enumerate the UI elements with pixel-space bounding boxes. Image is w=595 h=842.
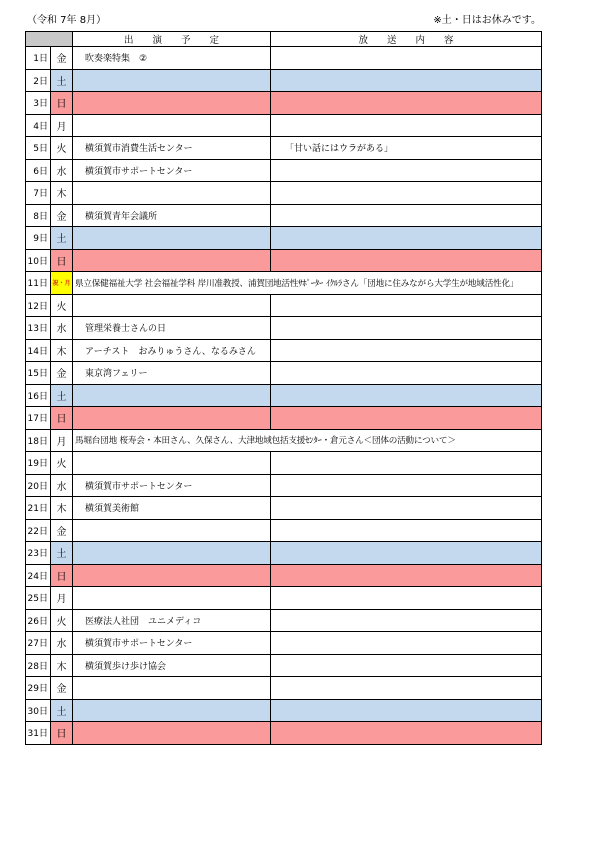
content-cell <box>271 564 542 587</box>
schedule-row <box>26 159 542 182</box>
day-cell: 25日 <box>26 587 51 610</box>
day-cell: 29日 <box>26 677 51 700</box>
day-cell: 10日 <box>26 249 51 272</box>
performer-cell: 管理栄養士さんの日 <box>73 317 271 340</box>
weekday-cell: 火 <box>51 137 73 160</box>
content-cell <box>271 69 542 92</box>
weekday-cell: 金 <box>51 204 73 227</box>
weekday-cell: 土 <box>51 384 73 407</box>
content-cell <box>271 339 542 362</box>
schedule-row <box>26 182 542 205</box>
weekday-cell: 日 <box>51 407 73 430</box>
content-cell <box>271 159 542 182</box>
day-cell: 23日 <box>26 542 51 565</box>
schedule-row <box>26 339 542 362</box>
day-cell: 12日 <box>26 294 51 317</box>
schedule-row <box>26 272 542 295</box>
performer-cell: 横須賀市サポートセンター <box>73 632 271 655</box>
content-cell <box>271 227 542 250</box>
weekday-cell: 土 <box>51 227 73 250</box>
day-cell: 2日 <box>26 69 51 92</box>
weekday-cell: 木 <box>51 654 73 677</box>
schedule-row <box>26 519 542 542</box>
schedule-row <box>26 699 542 722</box>
performer-cell <box>73 249 271 272</box>
weekday-cell: 木 <box>51 339 73 362</box>
content-cell <box>271 699 542 722</box>
performer-cell: 横須賀市サポートセンター <box>73 474 271 497</box>
content-cell <box>271 474 542 497</box>
day-cell: 26日 <box>26 609 51 632</box>
performer-cell <box>73 542 271 565</box>
day-cell: 20日 <box>26 474 51 497</box>
performer-cell <box>73 699 271 722</box>
performer-cell: 横須賀美術館 <box>73 497 271 520</box>
performer-cell <box>73 227 271 250</box>
schedule-row <box>26 204 542 227</box>
day-cell: 14日 <box>26 339 51 362</box>
weekday-cell: 水 <box>51 474 73 497</box>
content-cell <box>271 609 542 632</box>
content-cell <box>271 677 542 700</box>
weekday-cell: 土 <box>51 542 73 565</box>
schedule-row <box>26 407 542 430</box>
performer-cell: 県立保健福祉大学 社会福祉学科 岸川准教授、浦賀団地活性ｻﾎﾟｰﾀｰ ｲｸﾙﾗさん「団地に住みながら大学生が地域活性化」 <box>73 272 542 295</box>
weekday-cell: 水 <box>51 159 73 182</box>
content-cell: 「甘い話にはウラがある」 <box>271 137 542 160</box>
performance-column-header: 出 演 予 定 <box>73 32 271 47</box>
broadcast-schedule-table <box>25 31 542 745</box>
weekday-cell: 水 <box>51 632 73 655</box>
content-cell <box>271 362 542 385</box>
schedule-row <box>26 497 542 520</box>
weekday-cell: 日 <box>51 564 73 587</box>
schedule-row <box>26 632 542 655</box>
weekday-cell: 金 <box>51 677 73 700</box>
performer-cell: 横須賀青年会議所 <box>73 204 271 227</box>
schedule-row <box>26 654 542 677</box>
weekday-cell: 月 <box>51 587 73 610</box>
content-cell <box>271 542 542 565</box>
day-cell: 28日 <box>26 654 51 677</box>
day-cell: 7日 <box>26 182 51 205</box>
day-cell: 27日 <box>26 632 51 655</box>
content-cell <box>271 47 542 70</box>
performer-cell <box>73 384 271 407</box>
schedule-row <box>26 542 542 565</box>
weekday-cell: 火 <box>51 294 73 317</box>
day-cell: 9日 <box>26 227 51 250</box>
weekday-cell: 月 <box>51 429 73 452</box>
schedule-row <box>26 609 542 632</box>
content-cell <box>271 92 542 115</box>
weekday-cell: 月 <box>51 114 73 137</box>
weekday-cell: 金 <box>51 519 73 542</box>
day-cell: 1日 <box>26 47 51 70</box>
content-cell <box>271 182 542 205</box>
day-cell: 30日 <box>26 699 51 722</box>
weekday-cell: 日 <box>51 249 73 272</box>
performer-cell <box>73 722 271 745</box>
column-header-row <box>26 32 542 47</box>
performer-cell <box>73 519 271 542</box>
performer-cell: 吹奏楽特集 ② <box>73 47 271 70</box>
content-cell <box>271 407 542 430</box>
day-cell: 11日 <box>26 272 51 295</box>
performer-cell <box>73 677 271 700</box>
schedule-row <box>26 587 542 610</box>
content-cell <box>271 249 542 272</box>
schedule-row <box>26 69 542 92</box>
schedule-row <box>26 47 542 70</box>
holiday-notice: ※土・日はお休みです。 <box>433 15 541 26</box>
content-cell <box>271 317 542 340</box>
day-cell: 24日 <box>26 564 51 587</box>
weekday-cell: 木 <box>51 182 73 205</box>
content-cell <box>271 587 542 610</box>
schedule-row <box>26 114 542 137</box>
content-cell <box>271 632 542 655</box>
weekday-cell: 日 <box>51 92 73 115</box>
weekday-cell: 火 <box>51 452 73 475</box>
schedule-row <box>26 474 542 497</box>
content-cell <box>271 204 542 227</box>
day-cell: 4日 <box>26 114 51 137</box>
performer-cell: 東京湾フェリー <box>73 362 271 385</box>
day-cell: 13日 <box>26 317 51 340</box>
performer-cell: 横須賀歩け歩け協会 <box>73 654 271 677</box>
day-cell: 19日 <box>26 452 51 475</box>
weekday-cell: 祝・月 <box>51 272 73 295</box>
content-cell <box>271 114 542 137</box>
performer-cell <box>73 69 271 92</box>
day-cell: 15日 <box>26 362 51 385</box>
performer-cell: 馬堀台団地 桜寿会・本田さん、久保さん、大津地域包括支援ｾﾝﾀｰ・倉元さん＜団体の活動について＞ <box>73 429 542 452</box>
content-cell <box>271 654 542 677</box>
day-cell: 18日 <box>26 429 51 452</box>
content-column-header: 放 送 内 容 <box>271 32 542 47</box>
schedule-row <box>26 137 542 160</box>
schedule-row <box>26 429 542 452</box>
content-cell <box>271 519 542 542</box>
content-cell <box>271 452 542 475</box>
schedule-row <box>26 677 542 700</box>
day-cell: 22日 <box>26 519 51 542</box>
performer-cell: 横須賀市サポートセンター <box>73 159 271 182</box>
weekday-cell: 土 <box>51 699 73 722</box>
schedule-row <box>26 92 542 115</box>
performer-cell <box>73 587 271 610</box>
performer-cell <box>73 92 271 115</box>
header-corner-cell <box>26 32 73 47</box>
weekday-cell: 金 <box>51 47 73 70</box>
content-cell <box>271 722 542 745</box>
schedule-row <box>26 227 542 250</box>
performer-cell: 医療法人社団 ユニメディコ <box>73 609 271 632</box>
day-cell: 31日 <box>26 722 51 745</box>
weekday-cell: 日 <box>51 722 73 745</box>
weekday-cell: 水 <box>51 317 73 340</box>
performer-cell: アーチスト おみりゅうさん、なるみさん <box>73 339 271 362</box>
performer-cell <box>73 564 271 587</box>
content-cell <box>271 384 542 407</box>
schedule-body <box>26 32 542 745</box>
weekday-cell: 金 <box>51 362 73 385</box>
day-cell: 21日 <box>26 497 51 520</box>
day-cell: 17日 <box>26 407 51 430</box>
day-cell: 8日 <box>26 204 51 227</box>
weekday-cell: 木 <box>51 497 73 520</box>
content-cell <box>271 294 542 317</box>
performer-cell <box>73 294 271 317</box>
schedule-row <box>26 452 542 475</box>
content-cell <box>271 497 542 520</box>
performer-cell <box>73 114 271 137</box>
performer-cell <box>73 182 271 205</box>
day-cell: 3日 <box>26 92 51 115</box>
schedule-row <box>26 294 542 317</box>
day-cell: 6日 <box>26 159 51 182</box>
performer-cell <box>73 407 271 430</box>
performer-cell <box>73 452 271 475</box>
schedule-row <box>26 249 542 272</box>
weekday-cell: 火 <box>51 609 73 632</box>
schedule-row <box>26 362 542 385</box>
schedule-row <box>26 317 542 340</box>
schedule-period: （令和 7年 8月） <box>27 15 107 26</box>
schedule-row <box>26 564 542 587</box>
schedule-row <box>26 722 542 745</box>
day-cell: 16日 <box>26 384 51 407</box>
weekday-cell: 土 <box>51 69 73 92</box>
performer-cell: 横須賀市消費生活センター <box>73 137 271 160</box>
schedule-row <box>26 384 542 407</box>
day-cell: 5日 <box>26 137 51 160</box>
